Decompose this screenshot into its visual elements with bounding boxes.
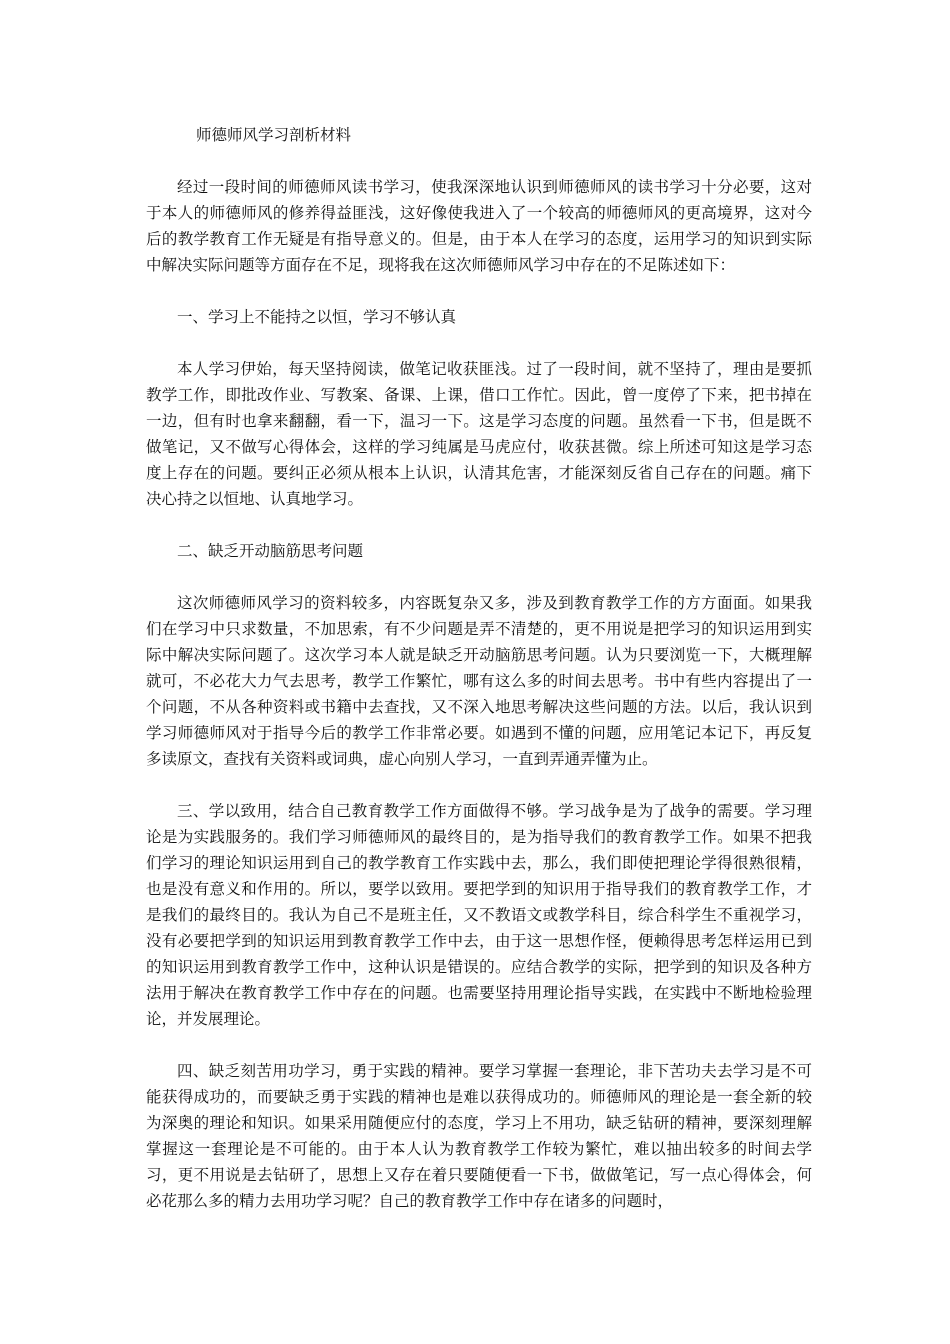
section-heading-1: 一、学习上不能持之以恒，学习不够认真 bbox=[177, 308, 457, 326]
section-body-2: 这次师德师风学习的资料较多，内容既复杂又多，涉及到教育教学工作的方方面面。如果我们在学习中只求数量，不加思索，有不少问题是弄不清楚的，更不用说是把学习的知识运用到实际中解决实际问题了。这次学习本人就是缺乏开动脑筋思考问题。认为只要浏览一下，大概理解就可，不必花大力气去思考，教学工作繁忙，哪有这么多的时间去思考。书中有些内容提出了一个问题，不从各种资料或书籍中去查找，又不深入地思考解决这些问题的方法。以后，我认识到学习师德师风对于指导今后的教学工作非常必要。如遇到不懂的问题，应用笔记本记下，再反复多读原文，查找有关资料或词典，虚心向别人学习，一直到弄通弄懂为止。 bbox=[146, 594, 812, 768]
section-4-paragraph: 四、缺乏刻苦用功学习，勇于实践的精神。要学习掌握一套理论，非下苦功夫去学习是不可能获得成功的，而要缺乏勇于实践的精神也是难以获得成功的。师德师风的理论是一套全新的较为深奥的理论和知识。如果采用随便应付的态度，学习上不用功，缺乏钻研的精神，要深刻理解掌握这一套理论是不可能的。由于本人认为教育教学工作较为繁忙，难以抽出较多的时间去学习，更不用说是去钻研了，思想上又存在着只要随便看一下书，做做笔记，写一点心得体会，何必花那么多的精力去用功学习呢？自己的教育教学工作中存在诸多的问题时， bbox=[146, 1062, 812, 1210]
section-heading-2: 二、缺乏开动脑筋思考问题 bbox=[177, 542, 364, 560]
document-page bbox=[146, 122, 812, 1240]
document-title: 师德师风学习剖析材料 bbox=[196, 126, 352, 144]
section-body-1: 本人学习伊始，每天坚持阅读，做笔记收获匪浅。过了一段时间，就不坚持了，理由是要抓教学工作，即批改作业、写教案、备课、上课，借口工作忙。因此，曾一度停了下来，把书掉在一边，但有时也拿来翻翻，看一下，温习一下。这是学习态度的问题。虽然看一下书，但是既不做笔记，又不做写心得体会，这样的学习纯属是马虎应付，收获甚微。综上所述可知这是学习态度上存在的问题。要纠正必须从根本上认识，认清其危害，才能深刻反省自己存在的问题。痛下决心持之以恒地、认真地学习。 bbox=[146, 360, 812, 508]
intro-paragraph: 经过一段时间的师德师风读书学习，使我深深地认识到师德师风的读书学习十分必要，这对于本人的师德师风的修养得益匪浅，这好像使我进入了一个较高的师德师风的更高境界，这对今后的教学教育工作无疑是有指导意义的。但是，由于本人在学习的态度，运用学习的知识到实际中解决实际问题等方面存在不足，现将我在这次师德师风学习中存在的不足陈述如下： bbox=[146, 178, 812, 274]
section-3-paragraph: 三、学以致用，结合自己教育教学工作方面做得不够。学习战争是为了战争的需要。学习理论是为实践服务的。我们学习师德师风的最终目的，是为指导我们的教育教学工作。如果不把我们学习的理论知识运用到自己的教学教育工作实践中去，那么，我们即使把理论学得很熟很精，也是没有意义和作用的。所以，要学以致用。要把学到的知识用于指导我们的教育教学工作，才是我们的最终目的。我认为自己不是班主任，又不教语文或教学科目，综合科学生不重视学习，没有必要把学到的知识运用到教育教学工作中去，由于这一思想作怪，便赖得思考怎样运用已到的知识运用到教育教学工作中，这种认识是错误的。应结合教学的实际，把学到的知识及各种方法用于解决在教育教学工作中存在的问题。也需要坚持用理论指导实践，在实践中不断地检验理论，并发展理论。 bbox=[146, 802, 812, 1028]
